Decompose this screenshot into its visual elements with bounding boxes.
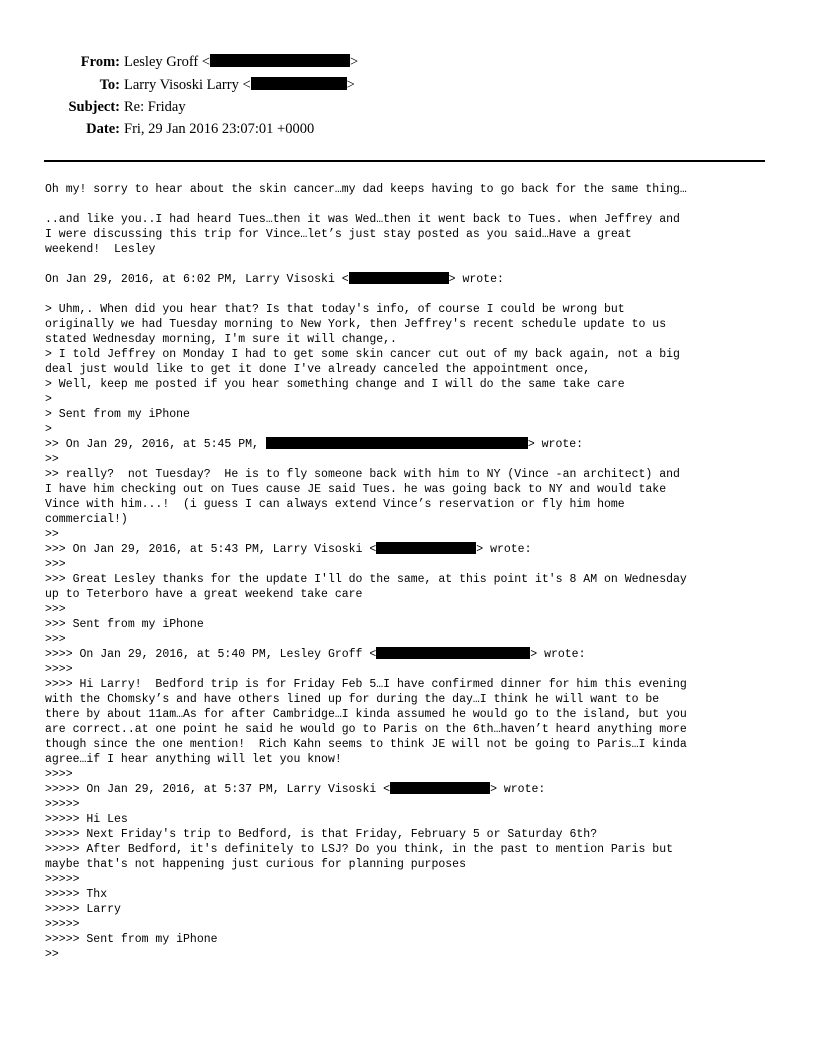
body-line: >>>>> After Bedford, it's definitely to LSJ? Do you think, in the past to mention Paris but [45,843,674,856]
body-line: there by about 11am…As for after Cambridge…I kinda assumed he would go to the island, but you [45,708,687,721]
quoted-header-suffix: > wrote: [527,438,584,451]
body-line: >>>>> [45,918,80,931]
from-value [124,53,358,71]
quoted-header-prefix: >>> On Jan 29, 2016, at 5:43 PM, Larry Visoski < [45,543,377,556]
body-line: >>>>> Larry [45,903,121,916]
body-line: > Uhm,. When did you hear that? Is that today's info, of course I could be wrong but [45,303,625,316]
quoted-header-suffix: > wrote: [476,543,532,556]
quoted-header-suffix: > wrote: [448,273,504,286]
body-line: though since the one mention! Rich Kahn seems to think JE will not be going to Paris…I kinda [45,738,687,751]
quoted-header-prefix: >>>>> On Jan 29, 2016, at 5:37 PM, Larry Visoski < [45,783,391,796]
from-label: From: [80,54,120,70]
quoted-header-line [45,782,785,797]
body-line: >>> [45,558,66,571]
body-line: agree…if I hear anything will let you know! [45,753,342,766]
body-line: stated Wednesday morning, I'm sure it will change,. [45,333,397,346]
body-line: > Sent from my iPhone [45,408,190,421]
body-line: ..and like you..I had heard Tues…then it was Wed…then it went back to Tues. when Jeffrey and [45,213,680,226]
body-line: >>> Great Lesley thanks for the update I'll do the same, at this point it's 8 AM on Wednesday [45,573,687,586]
quoted-header-prefix: On Jan 29, 2016, at 6:02 PM, Larry Visoski < [45,273,349,286]
body-line: >>> [45,603,66,616]
redacted-email [376,542,476,554]
body-line: >>>>> Thx [45,888,108,901]
body-line [45,197,785,212]
header-divider [44,160,765,162]
quoted-header-line [45,647,785,662]
email-body [45,182,785,962]
redacted-email [210,54,350,67]
body-line: >> [45,948,59,961]
body-line: are correct..at one point he said he would go to Paris on the 6th…haven’t heard anything more [45,723,687,736]
date-value: Fri, 29 Jan 2016 23:07:01 +0000 [124,121,315,137]
body-line: >>>> Hi Larry! Bedford trip is for Friday Feb 5…I have confirmed dinner for him this evening [45,678,687,691]
body-line: > Well, keep me posted if you hear something change and I will do the same take care [45,378,625,391]
body-line: Vince with him...! (i guess I can always extend Vince’s reservation or fly him home [45,498,625,511]
body-line: commercial!) [45,513,128,526]
to-name: Larry Visoski Larry < [124,77,251,93]
redacted-email [376,647,530,659]
quoted-header-line [45,272,785,287]
body-line [45,257,785,272]
body-line: >>>>> Next Friday's trip to Bedford, is that Friday, February 5 or Saturday 6th? [45,828,598,841]
subject-label: Subject: [68,99,120,115]
body-line: Oh my! sorry to hear about the skin cancer…my dad keeps having to go back for the same thing… [45,183,687,196]
body-line: >>>>> [45,798,80,811]
body-line: I have him checking out on Tues cause JE said Tues. he was going back to NY and would take [45,483,667,496]
quoted-header-prefix: >> On Jan 29, 2016, at 5:45 PM, [45,438,266,451]
body-line: >> [45,528,59,541]
body-line: >>> [45,633,66,646]
quoted-header-line [45,542,785,557]
body-line: deal just would like to get it done I've already canceled the appointment once, [45,363,591,376]
body-line: I were discussing this trip for Vince…let’s just stay posted as you said…Have a great [45,228,632,241]
from-close: > [350,54,359,70]
to-label: To: [99,77,120,93]
body-line: weekend! Lesley [45,243,156,256]
body-line: up to Teterboro have a great weekend take care [45,588,363,601]
quoted-header-suffix: > wrote: [530,648,586,661]
quoted-header-line [45,437,785,452]
quoted-header-suffix: > wrote: [490,783,546,796]
body-line: >>>>> Sent from my iPhone [45,933,218,946]
body-line: >>>> [45,768,73,781]
body-line [45,287,785,302]
redacted-email [266,437,528,449]
body-line: > I told Jeffrey on Monday I had to get some skin cancer cut out of my back again, not a big [45,348,680,361]
body-line: originally we had Tuesday morning to New York, then Jeffrey's recent schedule update to us [45,318,667,331]
body-line: maybe that's not happening just curious for planning purposes [45,858,466,871]
redacted-email [349,272,449,284]
body-line: >>>>> Hi Les [45,813,128,826]
subject-value: Re: Friday [124,99,186,115]
quoted-header-prefix: >>>> On Jan 29, 2016, at 5:40 PM, Lesley Groff < [45,648,377,661]
body-line: > [45,393,52,406]
to-value [124,76,355,94]
from-name: Lesley Groff < [124,54,211,70]
body-line: >>>> [45,663,73,676]
redacted-email [251,77,347,90]
date-label: Date: [86,121,120,137]
body-line: with the Chomsky’s and have others lined up for during the day…I think he will want to be [45,693,660,706]
redacted-email [390,782,490,794]
to-close: > [346,77,355,93]
body-line: >> [45,453,59,466]
body-line: > [45,423,52,436]
body-line: >> really? not Tuesday? He is to fly someone back with him to NY (Vince -an architect) and [45,468,680,481]
body-line: >>> Sent from my iPhone [45,618,204,631]
body-line: >>>>> [45,873,80,886]
